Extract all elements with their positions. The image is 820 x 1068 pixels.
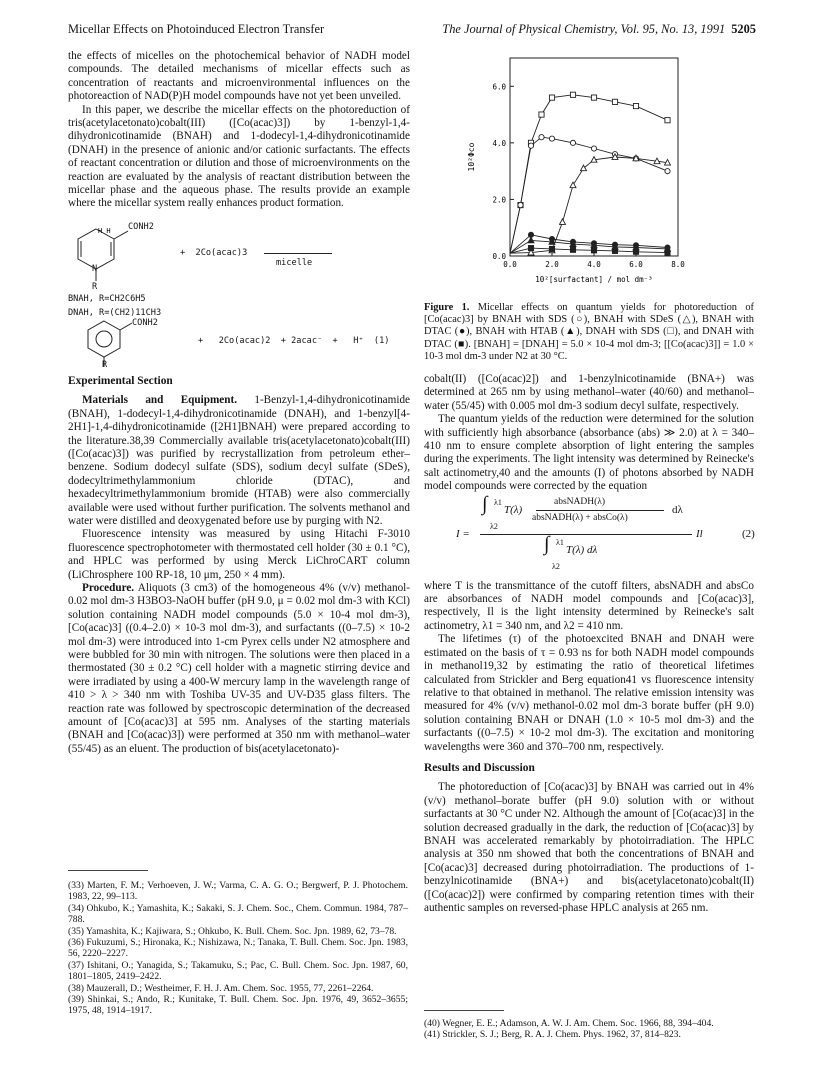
data-point-5-4 — [591, 248, 596, 253]
eq-upper-limit-2: λ1 — [556, 537, 564, 547]
right-paragraph-3: where T is the transmittance of the cutoff filters, absNADH and absCo are absorbances of NADH model compounds and [Co(acac)3], respectively, Il is the light intensity determined by Reinecke's salt actinometry, λ1 = 340 nm, and λ2 = 410 nm. — [424, 579, 754, 632]
data-point-0-5 — [570, 92, 575, 97]
right-column — [410, 50, 754, 915]
footnote-rule-left — [68, 870, 148, 871]
products-label: + 2Co(acac)2 + 2acac⁻ + H⁺ (1) — [198, 335, 390, 346]
reaction-arrow — [264, 253, 332, 254]
x-tick-label: 8.0 — [671, 260, 685, 269]
reference-right-0: (40) Wegner, E. E.; Adamson, A. W. J. Am. Chem. Soc. 1966, 88, 394–404. — [424, 1018, 714, 1029]
reference-right-1: (41) Strickler, S. J.; Berg, R. A. J. Chem. Phys. 1962, 37, 814–823. — [424, 1029, 681, 1041]
eq-lower-limit: λ2 — [490, 521, 498, 531]
intro-paragraph-2: In this paper, we describe the micellar effects on the photoreduction of tris(acetylacetonato)cobalt(III) ([Co(acac)3]) by 1-benzyl-1,4-dihydronicotinamide (BNAH) and 1-dodecyl-1,4-dihydronicotinamide (DNAH) in the presence of anionic and/or cationic surfactants. The effects of reactant concentration or dilution and those of microenvironments on the reaction are evaluated by the analysis of reactant distribution between the micellar phase and the aqueous phase. The results provide an example where the micellar system really enhances product formation. — [68, 103, 410, 210]
conh2-label-top: CONH2 — [128, 221, 154, 232]
right-paragraph-1: cobalt(II) ([Co(acac)2]) and 1-benzylnicotinamide (BNA+) was determined at 265 nm by using methanol–water (40/60) and methanol–water (55/45) with 0.005 mol dm-3 sodium decyl sulfate, respectively. — [424, 373, 754, 412]
data-point-1-1 — [518, 202, 523, 207]
reference-left-0: (33) Marten, F. M.; Verhoeven, J. W.; Varma, C. A. G. O.; Bergwerf, P. J. Photochem. 1983, 22, 99–113. — [68, 880, 408, 903]
y-axis-label: 10²Φco — [467, 142, 476, 172]
equation-2 — [424, 492, 755, 576]
eq-inner-rule — [536, 510, 664, 511]
eq-denominator: T(λ) dλ — [566, 543, 598, 556]
eq-integral-bottom: ∫ — [544, 532, 550, 555]
data-point-5-2 — [549, 246, 554, 251]
procedure-text: Aliquots (3 cm3) of the homogeneous 4% (v/v) methanol-0.02 mol dm-3 H3BO3-NaOH buffer (pH 9.0, μ = 0.02 mol dm-3 with KCl) solution containing NADH model compounds (5.0 × 10-4 mol dm-3), [Co(acac)3] ((0.4–2.0) × 10-3 mol dm-3), and surfactants ((0–7.5) × 10-2 mol dm-3) were introduced into 1-cm Pyrex cells under N2 atmosphere and were bubbled for 30 min with nitrogen. The solutions were then placed in a thermostated (30 ± 0.2 °C) cell holder with a magnetic stirring device and were irradiated by using a 400-W mercury lamp in the wavelength range of 410 > λ > 340 nm with Toshiba UV-35 and UV-D35 glass filters. The reaction rate was followed by spectroscopic determination of the decreased amount of [Co(acac)3] at 595 nm. Analyses of the starting materials (BNAH and [Co(acac)3]) were performed at 350 nm with methanol–water (55/45) as an eluent. The production of bis(acetylacetonato)- — [68, 581, 410, 755]
eq-lhs: I = — [456, 527, 470, 540]
conh2-label-bottom: CONH2 — [132, 317, 158, 328]
figure-1-chart — [454, 50, 704, 300]
footnote-rule-right — [424, 1010, 504, 1011]
series-line-2 — [510, 157, 668, 253]
eq-transmittance: T(λ) — [504, 503, 523, 516]
n-label: N — [92, 263, 98, 274]
eq-main-rule — [480, 534, 692, 535]
eq-integral-top: ∫ — [482, 492, 488, 515]
y-tick-label: 4.0 — [492, 138, 506, 148]
x-tick-label: 6.0 — [629, 260, 643, 269]
data-point-4-1 — [528, 237, 534, 243]
materials-heading: Materials and Equipment. — [82, 394, 237, 407]
right-body — [424, 373, 754, 915]
data-point-5-6 — [633, 249, 638, 254]
eq-number: (2) — [742, 527, 755, 540]
running-header-journal — [442, 22, 756, 37]
right-paragraph-2: The quantum yields of the reduction were determined for the solution with sufficiently high absorbance (absorbance (abs) ≫ 2.0) at λ = 340–410 nm to ensure complete absorption of light entering the samples during the experiments. The light intensity was determined by Reinecke's salt actinometry,40 and the amounts (I) of photons absorbed by NADH model compounds were corrected by the equation — [424, 413, 754, 493]
data-point-2-4 — [570, 182, 576, 188]
reference-left-1: (34) Ohkubo, K.; Yamashita, K.; Sakaki, S. J. Chem. Soc., Chem. Commun. 1984, 787–788. — [68, 902, 408, 926]
arrow-label: micelle — [276, 257, 313, 268]
data-point-0-8 — [633, 103, 638, 108]
materials-text: 1-Benzyl-1,4-dihydronicotinamide (BNAH), 1-dodecyl-1,4-dihydronicotinamide (DNAH), and 1-benzyl[4-2H1]-1,4-dihydronicotinamide ([2H1]BNAH) were prepared according to the literature.38,39 Commercially available tris(acetylacetonato)cobalt(III) ([Co(acac)3]) was purified by recrystallization from petroleum ether–benzene. Sodium dodecyl sulfate (SDS), sodium decyl sulfate (SDeS), dodecyltrimethylammonium chloride (DTAC), and hexadecyltrimethylammonium bromide (HTAB) were also commercially available were used without further purification. The solvents methanol and water were distilled and deoxygenated before use by purging with N2. — [68, 394, 411, 527]
reference-left-6: (39) Shinkai, S.; Ando, R.; Kunitake, T. Bull. Chem. Soc. Jpn. 1976, 49, 3652–3655; 1975, 48, 1914–1917. — [68, 994, 408, 1017]
reference-left-3: (36) Fukuzumi, S.; Hironaka, K.; Nishizawa, N.; Tanaka, T. Bull. Chem. Soc. Jpn. 1983, 56, 2220–2227. — [68, 937, 408, 960]
reagent-label: + 2Co(acac)3 — [180, 247, 248, 258]
intro-paragraph-1: the effects of micelles on the photochemical behavior of NADH model compounds. The detailed mechanisms of micellar effects such as concentration of reactants and microenvironmental influences on the photoreaction of NAD(P)H model compounds have not yet been unveiled. — [68, 50, 410, 103]
page-number: 5205 — [731, 22, 756, 36]
data-point-5-3 — [570, 247, 575, 252]
right-paragraph-4: The lifetimes (τ) of the photoexcited BNAH and DNAH were estimated on the basis of τ = 0.93 ns for both NADH model compounds in methanol19,32 by estimating the ratio of theoretical lifetimes calculated from Strickler and Berg equation41 vs fluorescence intensity relative to that obtained in methanol. The relative emission intensity was measured for 4% (v/v) methanol-0.02 mol dm-3 borate buffer (pH 9.0) solution containing BNAH or DNAH (1.0 × 10-5 mol dm-3) and the surfactants ((0–7.5) × 10-2 mol dm-3). The excitation and monitoring wavelengths were 360 and 370–700 nm, respectively. — [424, 633, 754, 753]
data-point-2-5 — [581, 165, 587, 171]
data-point-1-5 — [570, 140, 575, 145]
references-right — [424, 1018, 754, 1041]
figure-1-caption — [424, 302, 754, 363]
data-point-0-6 — [591, 95, 596, 100]
left-column — [68, 50, 410, 756]
x-axis-label: 10²[surfactant] / mol dm⁻³ — [535, 275, 653, 284]
journal-citation: The Journal of Physical Chemistry, Vol. 95, No. 13, 1991 — [442, 22, 726, 36]
r-label-top: R — [92, 281, 98, 292]
data-point-0-3 — [539, 112, 544, 117]
data-point-1-9 — [665, 169, 670, 174]
r-label-bottom: R — [102, 359, 108, 370]
data-point-2-3 — [560, 219, 566, 225]
fluorescence-paragraph: Fluorescence intensity was measured by using Hitachi F-3010 fluorescence spectrophotometer with thermostated cell holder (30 ± 0.1 °C), and HPLC was performed by using Merck LiChroCART column (LiChrosphere 100 RP-18, 10 μm, 250 × 4 mm). — [68, 528, 410, 581]
data-point-1-2 — [528, 143, 533, 148]
reference-left-5: (38) Mauzerall, D.; Westheimer, F. H. J. Am. Chem. Soc. 1955, 77, 2261–2264. — [68, 982, 374, 994]
data-point-5-1 — [528, 245, 533, 250]
data-point-5-5 — [612, 248, 617, 253]
procedure-heading: Procedure. — [82, 581, 135, 594]
data-point-0-7 — [612, 99, 617, 104]
x-tick-label: 2.0 — [545, 260, 559, 269]
data-point-5-7 — [665, 250, 670, 255]
bnah-definition: BNAH, R=CH2C6H5 — [68, 293, 146, 304]
x-tick-label: 4.0 — [587, 260, 601, 269]
eq-lower-limit-2: λ2 — [552, 561, 560, 571]
data-point-0-4 — [549, 95, 554, 100]
data-point-1-3 — [539, 135, 544, 140]
experimental-heading: Experimental Section — [68, 374, 173, 387]
x-tick-label: 0.0 — [503, 260, 517, 269]
data-point-0-9 — [665, 118, 670, 123]
data-point-1-6 — [591, 146, 596, 151]
caption-text: Micellar effects on quantum yields for photoreduction of [Co(acac)3] by BNAH with SDS (○), BNAH with SDeS (△), BNAH with DTAC (●), BNAH with HTAB (▲), DNAH with SDS (□), and DNAH with DTAC (■). [BNAH] = [DNAH] = 5.0 × 10-4 mol dm-3; [[Co(acac)3]] = 1.0 × 10-3 mol dm-3 under N2 at 30 °C. — [424, 302, 754, 362]
eq-frac-denominator: absNADH(λ) + absCo(λ) — [532, 512, 628, 523]
y-tick-label: 2.0 — [492, 195, 506, 205]
eq-il: Il — [696, 527, 703, 540]
references-left — [68, 880, 408, 1017]
y-tick-label: 6.0 — [492, 82, 506, 92]
reference-left-2: (35) Yamashita, K.; Kajiwara, S.; Ohkubo, K. Bull. Chem. Soc. Jpn. 1989, 62, 73–78. — [68, 925, 397, 937]
svg-text:H H: H H — [98, 226, 111, 235]
eq-frac-numerator: absNADH(λ) — [554, 496, 606, 507]
results-heading: Results and Discussion — [424, 761, 535, 774]
dnah-definition: DNAH, R=(CH2)11CH3 — [68, 307, 162, 318]
running-header-title: Micellar Effects on Photoinduced Electron Transfer — [68, 22, 325, 36]
caption-label: Figure 1. — [424, 302, 470, 313]
reaction-scheme — [68, 219, 410, 370]
reference-left-4: (37) Ishitani, O.; Yanagida, S.; Takamuku, S.; Pac, C. Bull. Chem. Soc. Jpn. 1987, 60, 1801–1805, 2419–2422. — [68, 959, 408, 983]
y-tick-label: 0.0 — [492, 252, 506, 261]
right-paragraph-5: The photoreduction of [Co(acac)3] by BNAH was carried out in 4% (v/v) methanol–borate buffer (pH 9.0) solution with or without surfactants at 30 °C under N2. Although the amount of [Co(acac)3] in the solution decreased gradually in the dark, the reduction of [Co(acac)3] by BNAH was accelerated remarkably by photoirradiation. The HPLC analysis at 350 nm showed that both the concentrations of BNAH and [Co(acac)3] decreased during photoirradiation. The productions of 1-benzylnicotinamide (BNA+) and bis(acetylacetonato)cobalt(II) ([Co(acac)2]) were confirmed by comparing retention times with their authentic samples on reversed-phase HPLC analysis at 265 nm. — [424, 781, 754, 915]
eq-dlambda: dλ — [672, 503, 683, 516]
data-point-1-4 — [549, 136, 554, 141]
eq-upper-limit: λ1 — [494, 497, 502, 507]
series-line-0 — [510, 95, 668, 253]
